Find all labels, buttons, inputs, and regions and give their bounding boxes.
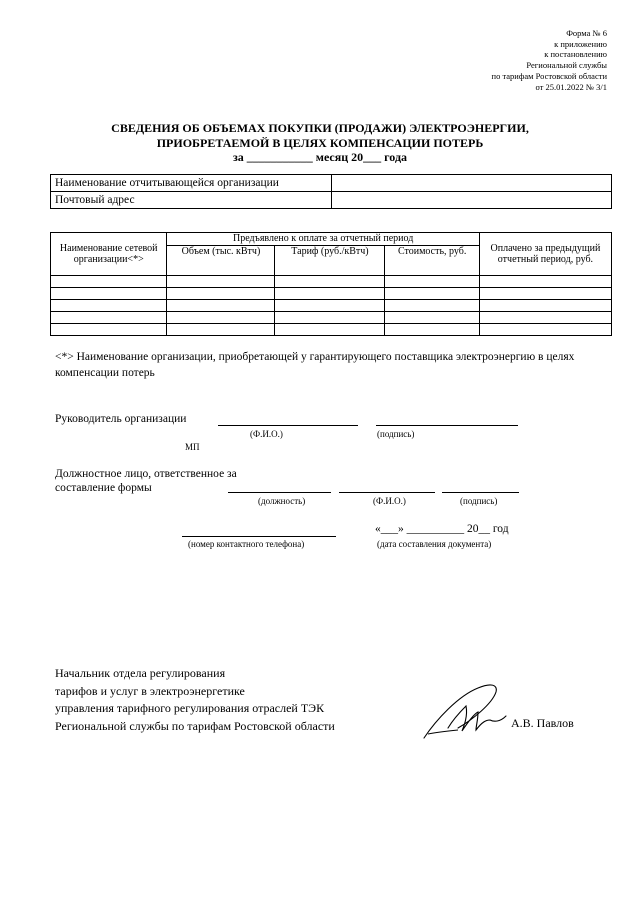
table-row bbox=[51, 312, 612, 324]
table-cell[interactable] bbox=[51, 288, 167, 300]
table-cell[interactable] bbox=[51, 300, 167, 312]
table-cell[interactable] bbox=[385, 288, 479, 300]
footnote: <*> Наименование организации, приобретающей у гарантирующего поставщика электроэнергию в целях компенсации потерь bbox=[55, 351, 575, 379]
table-cell[interactable] bbox=[275, 324, 385, 336]
handwritten-signature bbox=[418, 676, 508, 741]
table-cell[interactable] bbox=[479, 276, 611, 288]
form-header-note bbox=[387, 28, 607, 92]
org-name-label: Наименование отчитывающейся организации bbox=[51, 175, 332, 192]
postal-address-field[interactable] bbox=[332, 192, 612, 209]
postal-address-label: Почтовый адрес bbox=[51, 192, 332, 209]
table-cell[interactable] bbox=[385, 276, 479, 288]
date-caption: (дата составления документа) bbox=[377, 539, 492, 549]
table-row bbox=[51, 175, 612, 192]
org-name-field[interactable] bbox=[332, 175, 612, 192]
header-note-line: Региональной службы bbox=[526, 60, 607, 71]
header-note-line: от 25.01.2022 № 3/1 bbox=[535, 81, 607, 92]
responsible-label-line: Должностное лицо, ответственное за bbox=[55, 468, 237, 480]
table-cell[interactable] bbox=[275, 288, 385, 300]
col-group-header: Предъявлено к оплате за отчетный период bbox=[167, 233, 479, 246]
table-cell[interactable] bbox=[51, 276, 167, 288]
responsible-fio-line[interactable] bbox=[339, 492, 435, 493]
table-cell[interactable] bbox=[167, 300, 275, 312]
table-row bbox=[51, 192, 612, 209]
header-note-line: к постановлению bbox=[544, 49, 607, 60]
title-line: СВЕДЕНИЯ ОБ ОБЪЕМАХ ПОКУПКИ (ПРОДАЖИ) ЭЛЕКТРОЭНЕРГИИ, bbox=[111, 121, 529, 135]
header-note-line: по тарифам Ростовской области bbox=[491, 70, 607, 81]
position-line[interactable] bbox=[228, 492, 331, 493]
approver-name: А.В. Павлов bbox=[511, 716, 574, 730]
table-cell[interactable] bbox=[275, 312, 385, 324]
table-cell[interactable] bbox=[479, 312, 611, 324]
table-cell[interactable] bbox=[167, 324, 275, 336]
table-cell[interactable] bbox=[385, 324, 479, 336]
head-label: Руководитель организации bbox=[55, 413, 187, 425]
approver-line: управления тарифного регулирования отраслей ТЭК bbox=[55, 701, 325, 715]
table-cell[interactable] bbox=[167, 288, 275, 300]
col-tariff-header: Тариф (руб./кВтч) bbox=[275, 245, 385, 276]
document-title bbox=[0, 121, 640, 165]
approver-position bbox=[55, 665, 335, 735]
organization-info-table bbox=[50, 174, 612, 209]
responsible-label-line: составление формы bbox=[55, 482, 152, 494]
head-signature-line[interactable] bbox=[376, 425, 518, 426]
col-paid-header: Оплачено за предыдущий отчетный период, руб. bbox=[479, 233, 611, 276]
table-header-row bbox=[51, 233, 612, 246]
table-row bbox=[51, 300, 612, 312]
purchase-volume-table bbox=[50, 232, 612, 336]
table-cell[interactable] bbox=[51, 324, 167, 336]
col-volume-header: Объем (тыс. кВтч) bbox=[167, 245, 275, 276]
table-cell[interactable] bbox=[275, 276, 385, 288]
table-cell[interactable] bbox=[385, 300, 479, 312]
stamp-label: МП bbox=[185, 442, 200, 452]
approver-line: тарифов и услуг в электроэнергетике bbox=[55, 683, 245, 698]
table-cell[interactable] bbox=[167, 312, 275, 324]
head-fio-caption: (Ф.И.О.) bbox=[250, 429, 283, 439]
approver-line: Региональной службы по тарифам Ростовской области bbox=[55, 718, 335, 733]
responsible-label bbox=[55, 467, 237, 495]
responsible-fio-caption: (Ф.И.О.) bbox=[373, 496, 406, 506]
table-cell[interactable] bbox=[385, 312, 479, 324]
phone-line[interactable] bbox=[182, 536, 336, 537]
responsible-signature-line[interactable] bbox=[442, 492, 519, 493]
table-row bbox=[51, 324, 612, 336]
table-cell[interactable] bbox=[479, 324, 611, 336]
position-caption: (должность) bbox=[258, 496, 306, 506]
col-cost-header: Стоимость, руб. bbox=[385, 245, 479, 276]
head-signature-caption: (подпись) bbox=[377, 429, 415, 439]
phone-caption: (номер контактного телефона) bbox=[188, 539, 305, 549]
title-line: ПРИОБРЕТАЕМОЙ В ЦЕЛЯХ КОМПЕНСАЦИИ ПОТЕРЬ bbox=[156, 135, 484, 150]
table-cell[interactable] bbox=[479, 300, 611, 312]
head-fio-line[interactable] bbox=[218, 425, 358, 426]
approver-line: Начальник отдела регулирования bbox=[55, 666, 226, 680]
table-row bbox=[51, 288, 612, 300]
table-cell[interactable] bbox=[275, 300, 385, 312]
table-cell[interactable] bbox=[51, 312, 167, 324]
table-cell[interactable] bbox=[167, 276, 275, 288]
col-network-org-header: Наименование сетевой организации<*> bbox=[51, 233, 167, 276]
responsible-signature-caption: (подпись) bbox=[460, 496, 498, 506]
title-period-line: за ___________ месяц 20___ года bbox=[232, 150, 408, 164]
header-note-line: к приложению bbox=[554, 38, 607, 49]
form-number: Форма № 6 bbox=[566, 28, 607, 38]
table-row bbox=[51, 276, 612, 288]
date-field[interactable]: «___» __________ 20__ год bbox=[375, 523, 509, 535]
table-cell[interactable] bbox=[479, 288, 611, 300]
